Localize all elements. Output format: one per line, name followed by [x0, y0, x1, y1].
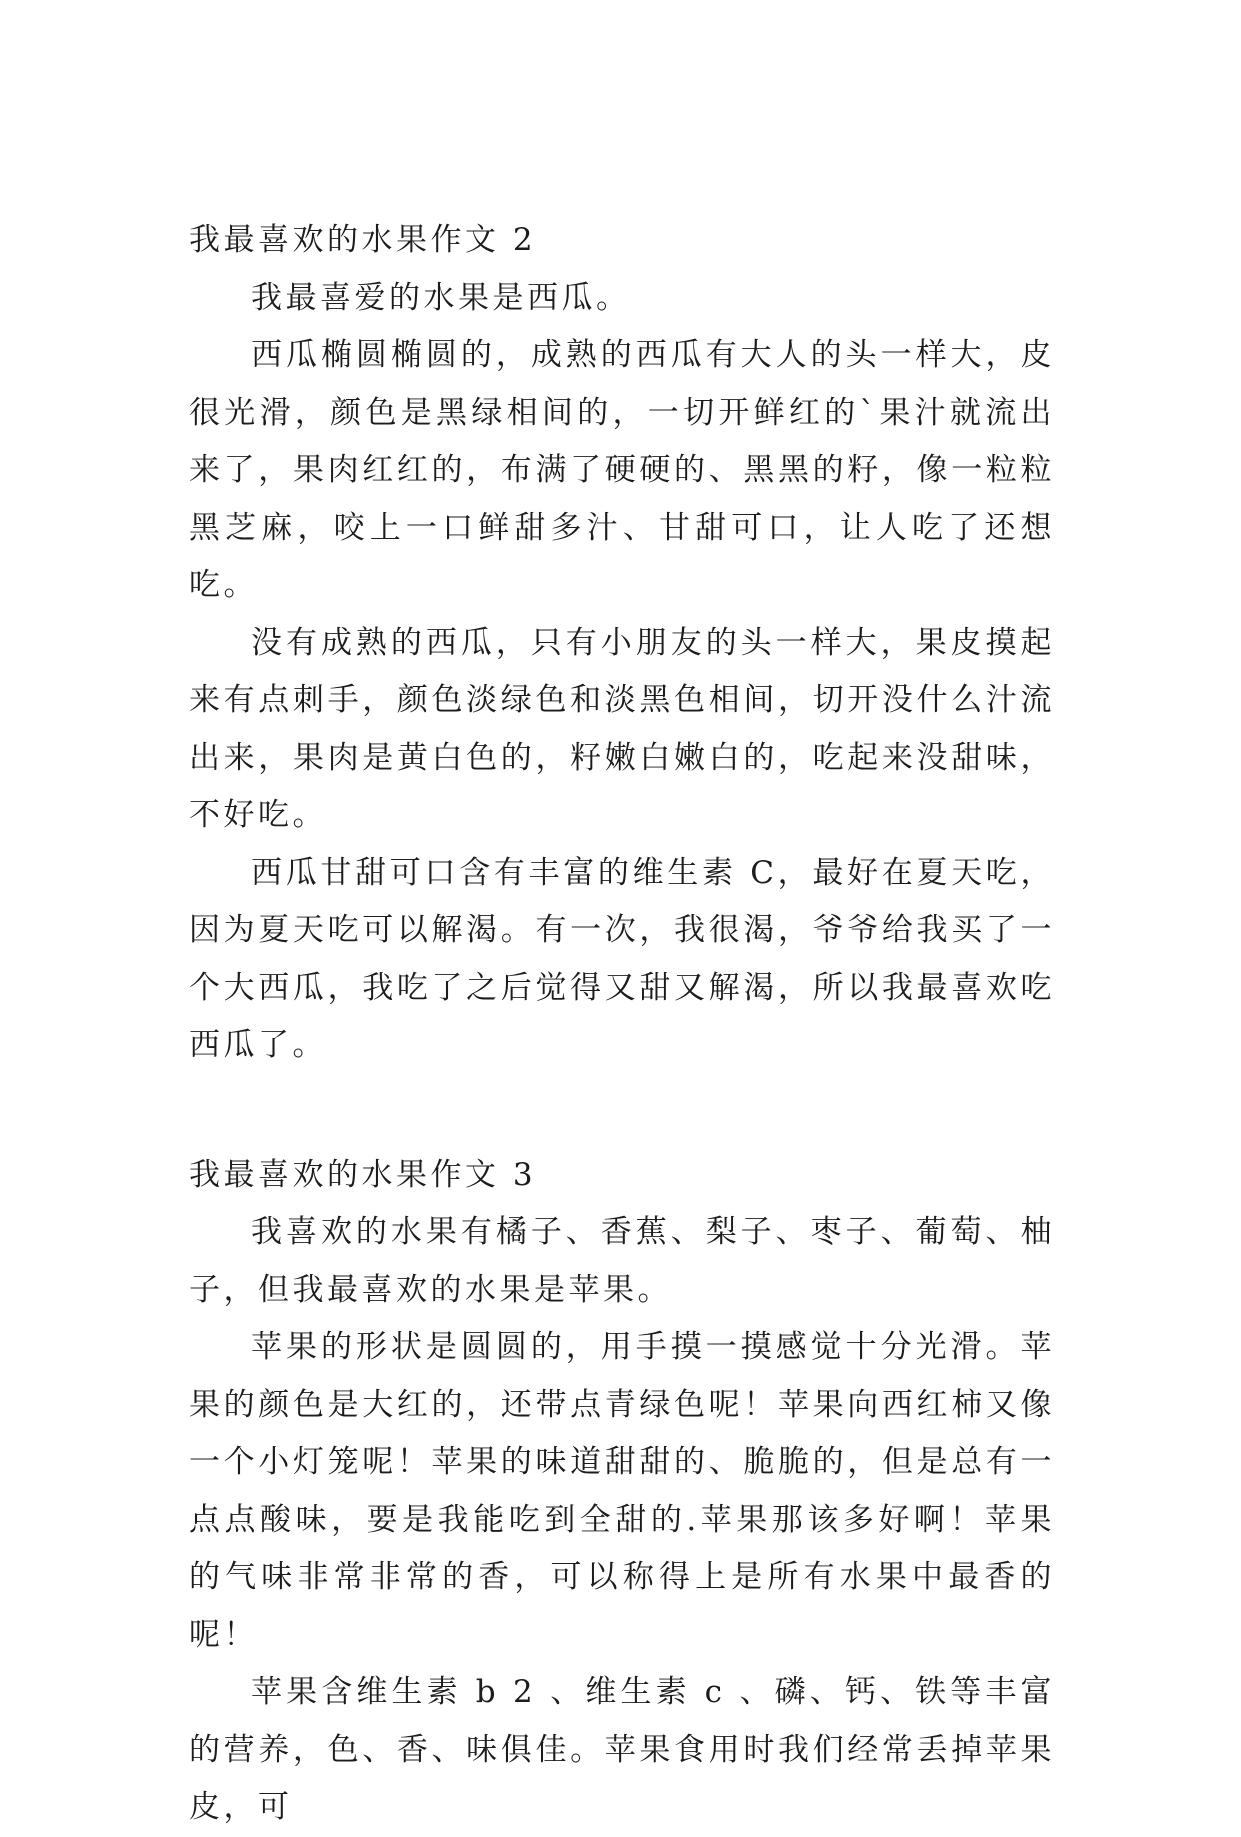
paragraph: 没有成熟的西瓜，只有小朋友的头一样大，果皮摸起来有点刺手，颜色淡绿色和淡黑色相间，切开没什么汁流出来，果肉是黄白色的，籽嫩白嫩白的，吃起来没甜味，不好吃。	[189, 624, 1055, 833]
paragraph: 西瓜甘甜可口含有丰富的维生素 C，最好在夏天吃，因为夏天吃可以解渴。有一次，我很渴，爷爷给我买了一个大西瓜，我吃了之后觉得又甜又解渴，所以我最喜欢吃西瓜了。	[189, 854, 1055, 1063]
paragraph: 我喜欢的水果有橘子、香蕉、梨子、枣子、葡萄、柚子，但我最喜欢的水果是苹果。	[189, 1214, 1055, 1308]
section-heading: 我最喜欢的水果作文 2	[189, 222, 537, 258]
document-body	[189, 212, 1055, 1837]
paragraph: 我最喜爱的水果是西瓜。	[251, 279, 631, 316]
section-heading: 我最喜欢的水果作文 3	[189, 1156, 537, 1193]
paragraph: 苹果含维生素 b 2 、维生素 c 、磷、钙、铁等丰富的营养，色、香、味俱佳。苹果食用时我们经常丢掉苹果皮，可	[189, 1674, 1055, 1825]
essay-section-3	[189, 1147, 1055, 1837]
essay-section-2	[189, 212, 1055, 1075]
paragraph: 西瓜椭圆椭圆的，成熟的西瓜有大人的头一样大，皮很光滑，颜色是黑绿相间的，一切开鲜红的`果汁就流出来了，果肉红红的，布满了硬硬的、黑黑的籽，像一粒粒黑芝麻，咬上一口鲜甜多汁、甘甜可口，让人吃了还想吃。	[189, 337, 1055, 603]
paragraph: 苹果的形状是圆圆的，用手摸一摸感觉十分光滑。苹果的颜色是大红的，还带点青绿色呢！苹果向西红柿又像一个小灯笼呢！苹果的味道甜甜的、脆脆的，但是总有一点点酸味，要是我能吃到全甜的.苹果那该多好啊！苹果的气味非常非常的香，可以称得上是所有水果中最香的呢！	[189, 1329, 1055, 1653]
